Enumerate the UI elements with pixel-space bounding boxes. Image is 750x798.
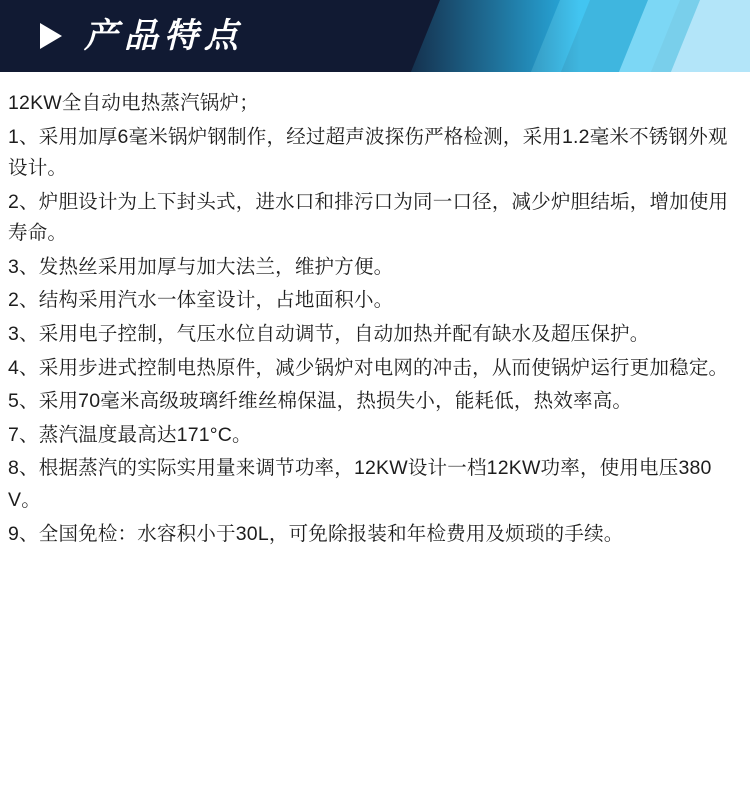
feature-paragraph: 3、采用电子控制，气压水位自动调节，自动加热并配有缺水及超压保护。 <box>8 323 650 346</box>
feature-paragraph: 1、采用加厚6毫米锅炉钢制作，经过超声波探伤严格检测，采用1.2毫米不锈钢外观设计。 <box>8 125 728 180</box>
feature-paragraph: 5、采用70毫米高级玻璃纤维丝棉保温，热损失小，能耗低，热效率高。 <box>8 390 633 413</box>
play-triangle-icon <box>40 23 62 49</box>
features-text-block <box>0 72 750 570</box>
section-header-banner <box>0 0 750 72</box>
feature-paragraph: 4、采用步进式控制电热原件，减少锅炉对电网的冲击，从而使锅炉运行更加稳定。 <box>8 356 729 379</box>
feature-paragraph: 8、根据蒸汽的实际实用量来调节功率，12KW设计一档12KW功率，使用电压380V。 <box>8 457 712 511</box>
section-title: 产品特点 <box>84 16 244 56</box>
feature-paragraph: 9、全国免检：水容积小于30L，可免除报装和年检费用及烦琐的手续。 <box>8 522 624 545</box>
feature-paragraph: 12KW全自动电热蒸汽锅炉； <box>8 92 259 114</box>
feature-paragraph: 7、蒸汽温度最高达171°C。 <box>8 423 252 446</box>
feature-paragraph: 2、结构采用汽水一体室设计，占地面积小。 <box>8 289 394 312</box>
feature-paragraph: 3、发热丝采用加厚与加大法兰，维护方便。 <box>8 255 394 278</box>
banner-content <box>0 0 750 72</box>
feature-paragraph: 2、炉胆设计为上下封头式，进水口和排污口为同一口径，减少炉胆结垢，增加使用寿命。 <box>8 190 729 245</box>
